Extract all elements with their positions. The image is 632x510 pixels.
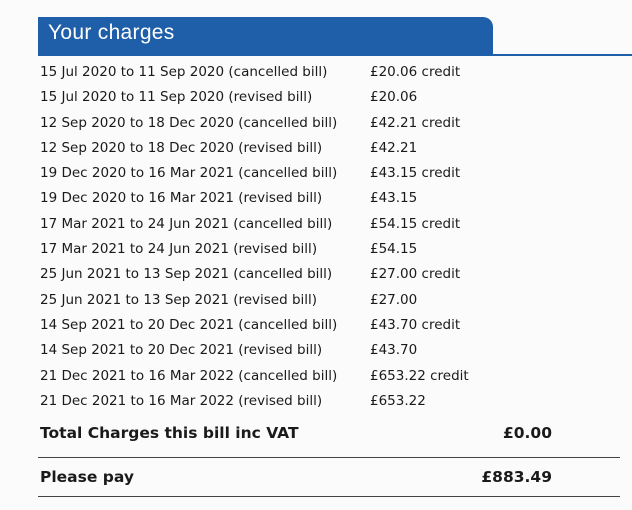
charge-row [40, 186, 480, 211]
section-title: Your charges [48, 21, 175, 44]
charges-list [40, 60, 480, 414]
please-pay-label: Please pay [40, 468, 134, 486]
charge-row [40, 338, 480, 363]
charge-amount: £43.70 [370, 342, 418, 359]
please-pay-row [40, 462, 620, 492]
charge-period: 21 Dec 2021 to 16 Mar 2022 (revised bill) [40, 392, 323, 409]
charge-period: 17 Mar 2021 to 24 Jun 2021 (revised bill) [40, 241, 318, 258]
charge-row [40, 313, 480, 338]
charge-amount: £20.06 credit [370, 64, 461, 80]
charge-amount: £653.22 credit [370, 367, 469, 384]
charge-amount: £27.00 [370, 291, 418, 308]
charge-amount: £27.00 credit [370, 266, 461, 283]
charge-period: 17 Mar 2021 to 24 Jun 2021 (cancelled bill) [40, 215, 333, 232]
charge-period: 15 Jul 2020 to 11 Sep 2020 (cancelled bill) [40, 64, 328, 80]
total-charges-label: Total Charges this bill inc VAT [40, 424, 299, 442]
charge-period: 14 Sep 2021 to 20 Dec 2021 (revised bill) [40, 342, 323, 359]
charge-row [40, 262, 480, 287]
total-charges-row [40, 418, 620, 448]
charge-row [40, 60, 480, 85]
charge-amount: £54.15 [370, 241, 418, 258]
charge-row [40, 364, 480, 389]
section-header-underline [38, 54, 632, 56]
charge-amount: £42.21 credit [370, 114, 461, 131]
charge-amount: £43.15 [370, 190, 418, 207]
charge-period: 19 Dec 2020 to 16 Mar 2021 (revised bill) [40, 190, 323, 207]
please-pay-value: £883.49 [481, 468, 552, 486]
charge-amount: £54.15 credit [370, 215, 461, 232]
charge-row [40, 136, 480, 161]
charge-row [40, 389, 480, 414]
charge-row [40, 161, 480, 186]
charge-period: 15 Jul 2020 to 11 Sep 2020 (revised bill) [40, 89, 313, 106]
charge-row [40, 237, 480, 262]
charge-period: 25 Jun 2021 to 13 Sep 2021 (cancelled bill) [40, 266, 333, 283]
charge-amount: £43.70 credit [370, 316, 461, 333]
charge-period: 12 Sep 2020 to 18 Dec 2020 (revised bill) [40, 139, 323, 156]
charge-row [40, 85, 480, 110]
charge-period: 21 Dec 2021 to 16 Mar 2022 (cancelled bill) [40, 367, 338, 384]
charge-amount: £42.21 [370, 139, 418, 156]
divider-line [38, 496, 620, 497]
charge-period: 19 Dec 2020 to 16 Mar 2021 (cancelled bill) [40, 165, 338, 182]
charge-period: 14 Sep 2021 to 20 Dec 2021 (cancelled bill) [40, 316, 338, 333]
charge-row [40, 212, 480, 237]
charge-row [40, 288, 480, 313]
charge-amount: £653.22 [370, 392, 426, 409]
charge-period: 12 Sep 2020 to 18 Dec 2020 (cancelled bill) [40, 114, 338, 131]
charge-amount: £43.15 credit [370, 165, 461, 182]
charge-amount: £20.06 [370, 89, 418, 106]
charge-row [40, 111, 480, 136]
charge-period: 25 Jun 2021 to 13 Sep 2021 (revised bill) [40, 291, 318, 308]
total-charges-value: £0.00 [502, 424, 552, 442]
divider-line [38, 457, 620, 458]
